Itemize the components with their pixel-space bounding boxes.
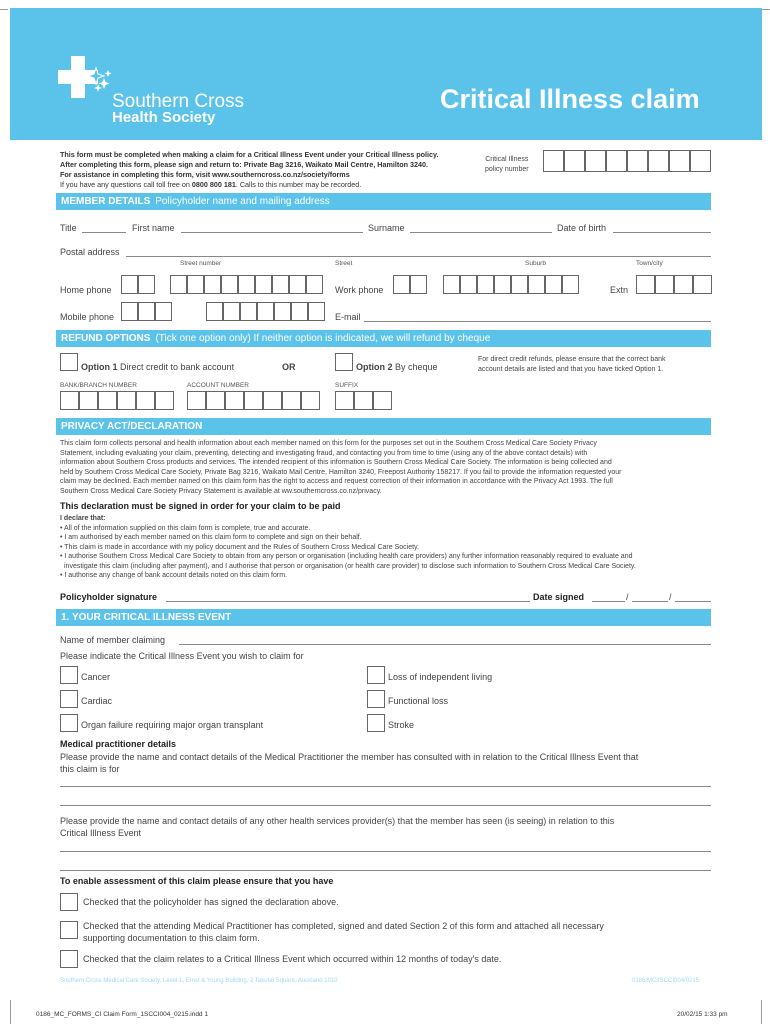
- account-caption: ACCOUNT NUMBER: [187, 382, 249, 389]
- checklist-practitioner-checkbox[interactable]: [60, 921, 78, 939]
- refund-note: For direct credit refunds, please ensure that the correct bank account details are listed and that you have ticked Option 1.: [478, 356, 666, 373]
- stroke-checkbox[interactable]: [367, 714, 385, 732]
- medical-practitioner-field-1[interactable]: [60, 786, 711, 787]
- dob-label: Date of birth: [557, 223, 607, 233]
- cancer-checkbox[interactable]: [60, 666, 78, 684]
- option-1-label: Option 1 Direct credit to bank account: [81, 362, 235, 372]
- suburb-caption: Suburb: [525, 260, 546, 267]
- mobile-phone-area-input[interactable]: [121, 302, 172, 321]
- bank-branch-input[interactable]: [60, 391, 174, 410]
- street-caption: Street: [335, 260, 353, 267]
- functional-loss-checkbox[interactable]: [367, 690, 385, 708]
- date-year-field[interactable]: [675, 601, 711, 602]
- postal-address-field[interactable]: [126, 256, 711, 257]
- date-slash: /: [626, 592, 629, 602]
- must-sign-heading: This declaration must be signed in order for your claim to be paid: [60, 501, 341, 511]
- cardiac-checkbox[interactable]: [60, 690, 78, 708]
- crop-mark: [762, 9, 770, 10]
- surname-label: Surname: [368, 223, 405, 233]
- option-2-label: Option 2 By cheque: [356, 362, 438, 372]
- other-providers-instructions: Please provide the name and contact details of any other health services provider(s) that the member has seen (is seeing) in relation to this Critical Illness Event: [60, 816, 615, 838]
- footer-address: Southern Cross Medical Care Society, Level 1, Ernst & Young Building, 2 Takutai Square, Auckland 1010: [60, 978, 338, 984]
- loss-independent-living-checkbox[interactable]: [367, 666, 385, 684]
- email-field[interactable]: [364, 321, 711, 322]
- intro-text: This form must be completed when making a claim for a Critical Illness Event under your Critical Illness policy. After completing this form, please sign and return to: Private Bag 3216, Waikato Mail Centre, Hamilton 3240. For assistance in completing this form, visit www.southerncross.co.nz/society/forms If you have any questions call toll free on 0800 800 181. Calls to this number may be recorded.: [60, 150, 439, 189]
- slug-timestamp: 20/02/15 1:33 pm: [677, 1011, 728, 1018]
- work-phone-area-input[interactable]: [393, 275, 427, 294]
- date-slash: /: [669, 592, 672, 602]
- first-name-label: First name: [132, 223, 175, 233]
- medical-practitioner-field-2[interactable]: [60, 805, 711, 806]
- account-number-input[interactable]: [187, 391, 320, 410]
- policy-number-input[interactable]: [543, 150, 711, 172]
- checklist-practitioner-label: Checked that the attending Medical Practitioner has completed, signed and dated Section 2 of this form and attached all necessary supporting documentation to this claim form.: [83, 921, 604, 943]
- page-title: Critical Illness claim: [440, 84, 700, 114]
- critical-illness-event-heading: 1. YOUR CRITICAL ILLNESS EVENT: [56, 609, 711, 626]
- date-signed-label: Date signed: [533, 592, 585, 602]
- footer-form-code: 0186/MC/ISCCI004/0215: [632, 978, 700, 984]
- suffix-caption: SUFFIX: [335, 382, 359, 389]
- loss-independent-living-label: Loss of independent living: [388, 672, 493, 682]
- other-providers-field-1[interactable]: [60, 851, 711, 852]
- functional-loss-label: Functional loss: [388, 696, 449, 706]
- crop-mark: [10, 1000, 11, 1024]
- other-providers-field-2[interactable]: [60, 870, 711, 871]
- first-name-field[interactable]: [181, 232, 363, 233]
- policy-number-label: Critical Illness policy number: [485, 156, 529, 173]
- extn-label: Extn: [610, 285, 629, 295]
- home-phone-area-input[interactable]: [121, 275, 155, 294]
- bank-branch-caption: BANK/BRANCH NUMBER: [60, 382, 137, 389]
- member-claiming-field[interactable]: [179, 644, 711, 645]
- work-phone-number-input[interactable]: [443, 275, 579, 294]
- home-phone-number-input[interactable]: [170, 275, 323, 294]
- brand-subname: Health Society: [112, 109, 216, 126]
- refund-options-heading: REFUND OPTIONS (Tick one option only) If neither option is indicated, we will refund by cheque: [56, 330, 711, 347]
- checklist-signed-label: Checked that the policyholder has signed the declaration above.: [83, 897, 339, 907]
- extn-input[interactable]: [636, 275, 712, 294]
- privacy-heading: PRIVACY ACT/DECLARATION: [56, 418, 711, 435]
- title-field[interactable]: [82, 232, 126, 233]
- dob-field[interactable]: [613, 232, 711, 233]
- work-phone-label: Work phone: [335, 285, 384, 295]
- stroke-label: Stroke: [388, 720, 415, 730]
- checklist-timeframe-label: Checked that the claim relates to a Critical Illness Event which occurred within 12 months of today's date.: [83, 954, 502, 964]
- suffix-input[interactable]: [335, 391, 392, 410]
- date-month-field[interactable]: [632, 601, 668, 602]
- declaration-list: I declare that: • All of the information supplied on this claim form is complete, true and accurate. • I am authorised by each member named on this claim form to complete and sign on their behalf. • This claim is made in accordance with my policy document and the Rules of Southern Cross Medical Care Society. • I authorise Southern Cross Medical Care Society to obtain from any person or organisation (including health care providers) any further information reasonably required to evaluate and investigate this claim (including after payment), and I authorise that person or organisation (or health care provider) to disclose such information to Southern Cross Medical Care Society. • I authorise any change of bank account details noted on this claim form.: [60, 515, 636, 579]
- town-caption: Town/city: [636, 260, 663, 267]
- cross-stars-logo-icon: [58, 56, 118, 122]
- signature-field[interactable]: [166, 601, 530, 602]
- cancer-label: Cancer: [81, 672, 111, 682]
- date-day-field[interactable]: [592, 601, 625, 602]
- crop-mark: [761, 1000, 762, 1024]
- title-label: Title: [60, 223, 77, 233]
- medical-practitioner-heading: Medical practitioner details: [60, 739, 177, 749]
- mobile-phone-number-input[interactable]: [206, 302, 325, 321]
- option-1-checkbox[interactable]: [60, 353, 78, 371]
- checklist-heading: To enable assessment of this claim please ensure that you have: [60, 876, 334, 886]
- indicate-event-label: Please indicate the Critical Illness Event you wish to claim for: [60, 651, 304, 661]
- signature-label: Policyholder signature: [60, 592, 158, 602]
- street-number-caption: Street number: [180, 260, 222, 267]
- member-details-heading: MEMBER DETAILS Policyholder name and mailing address: [56, 193, 711, 210]
- email-label: E-mail: [335, 312, 361, 322]
- slug-filename: 0186_MC_FORMS_CI Claim Form_1SCCI004_0215.indd 1: [36, 1011, 208, 1018]
- option-2-checkbox[interactable]: [335, 353, 353, 371]
- organ-failure-checkbox[interactable]: [60, 714, 78, 732]
- mobile-phone-label: Mobile phone: [60, 312, 115, 322]
- cardiac-label: Cardiac: [81, 696, 113, 706]
- organ-failure-label: Organ failure requiring major organ transplant: [81, 720, 264, 730]
- brand-name: Southern Cross: [112, 91, 245, 112]
- checklist-timeframe-checkbox[interactable]: [60, 950, 78, 968]
- home-phone-label: Home phone: [60, 285, 112, 295]
- checklist-signed-checkbox[interactable]: [60, 893, 78, 911]
- or-label: OR: [282, 362, 296, 372]
- surname-field[interactable]: [410, 232, 552, 233]
- member-claiming-label: Name of member claiming: [60, 635, 166, 645]
- privacy-statement: This claim form collects personal and health information about each member named on this form for the purposes set out in the Southern Cross Medical Care Society Privacy Statement, including evaluating your claim, preventing, detecting and investigating fraud, and contacting you from time to time (using any of the above contact details) with information about Southern Cross products and services. The intended recipient of this information is Southern Cross Medical Care Society. The information is being collected and held by Southern Cross Medical Care Society, Private Bag 3216, Waikato Mail Centre, Hamilton 3240, Freepost Authority 158217. If you fail to provide the information requested your claim may be declined. Each member named on this claim form has the right to access and request correction of their information in accordance with the Privacy Act 1993. The full Southern Cross Medical Care Society Privacy Statement is available at ww.southerncross.co.nz/privacy.: [60, 440, 622, 495]
- postal-address-label: Postal address: [60, 247, 120, 257]
- medical-practitioner-instructions: Please provide the name and contact details of the Medical Practitioner the member has consulted with in relation to the Critical Illness Event that this claim is for: [60, 752, 639, 774]
- crop-mark: [0, 9, 8, 10]
